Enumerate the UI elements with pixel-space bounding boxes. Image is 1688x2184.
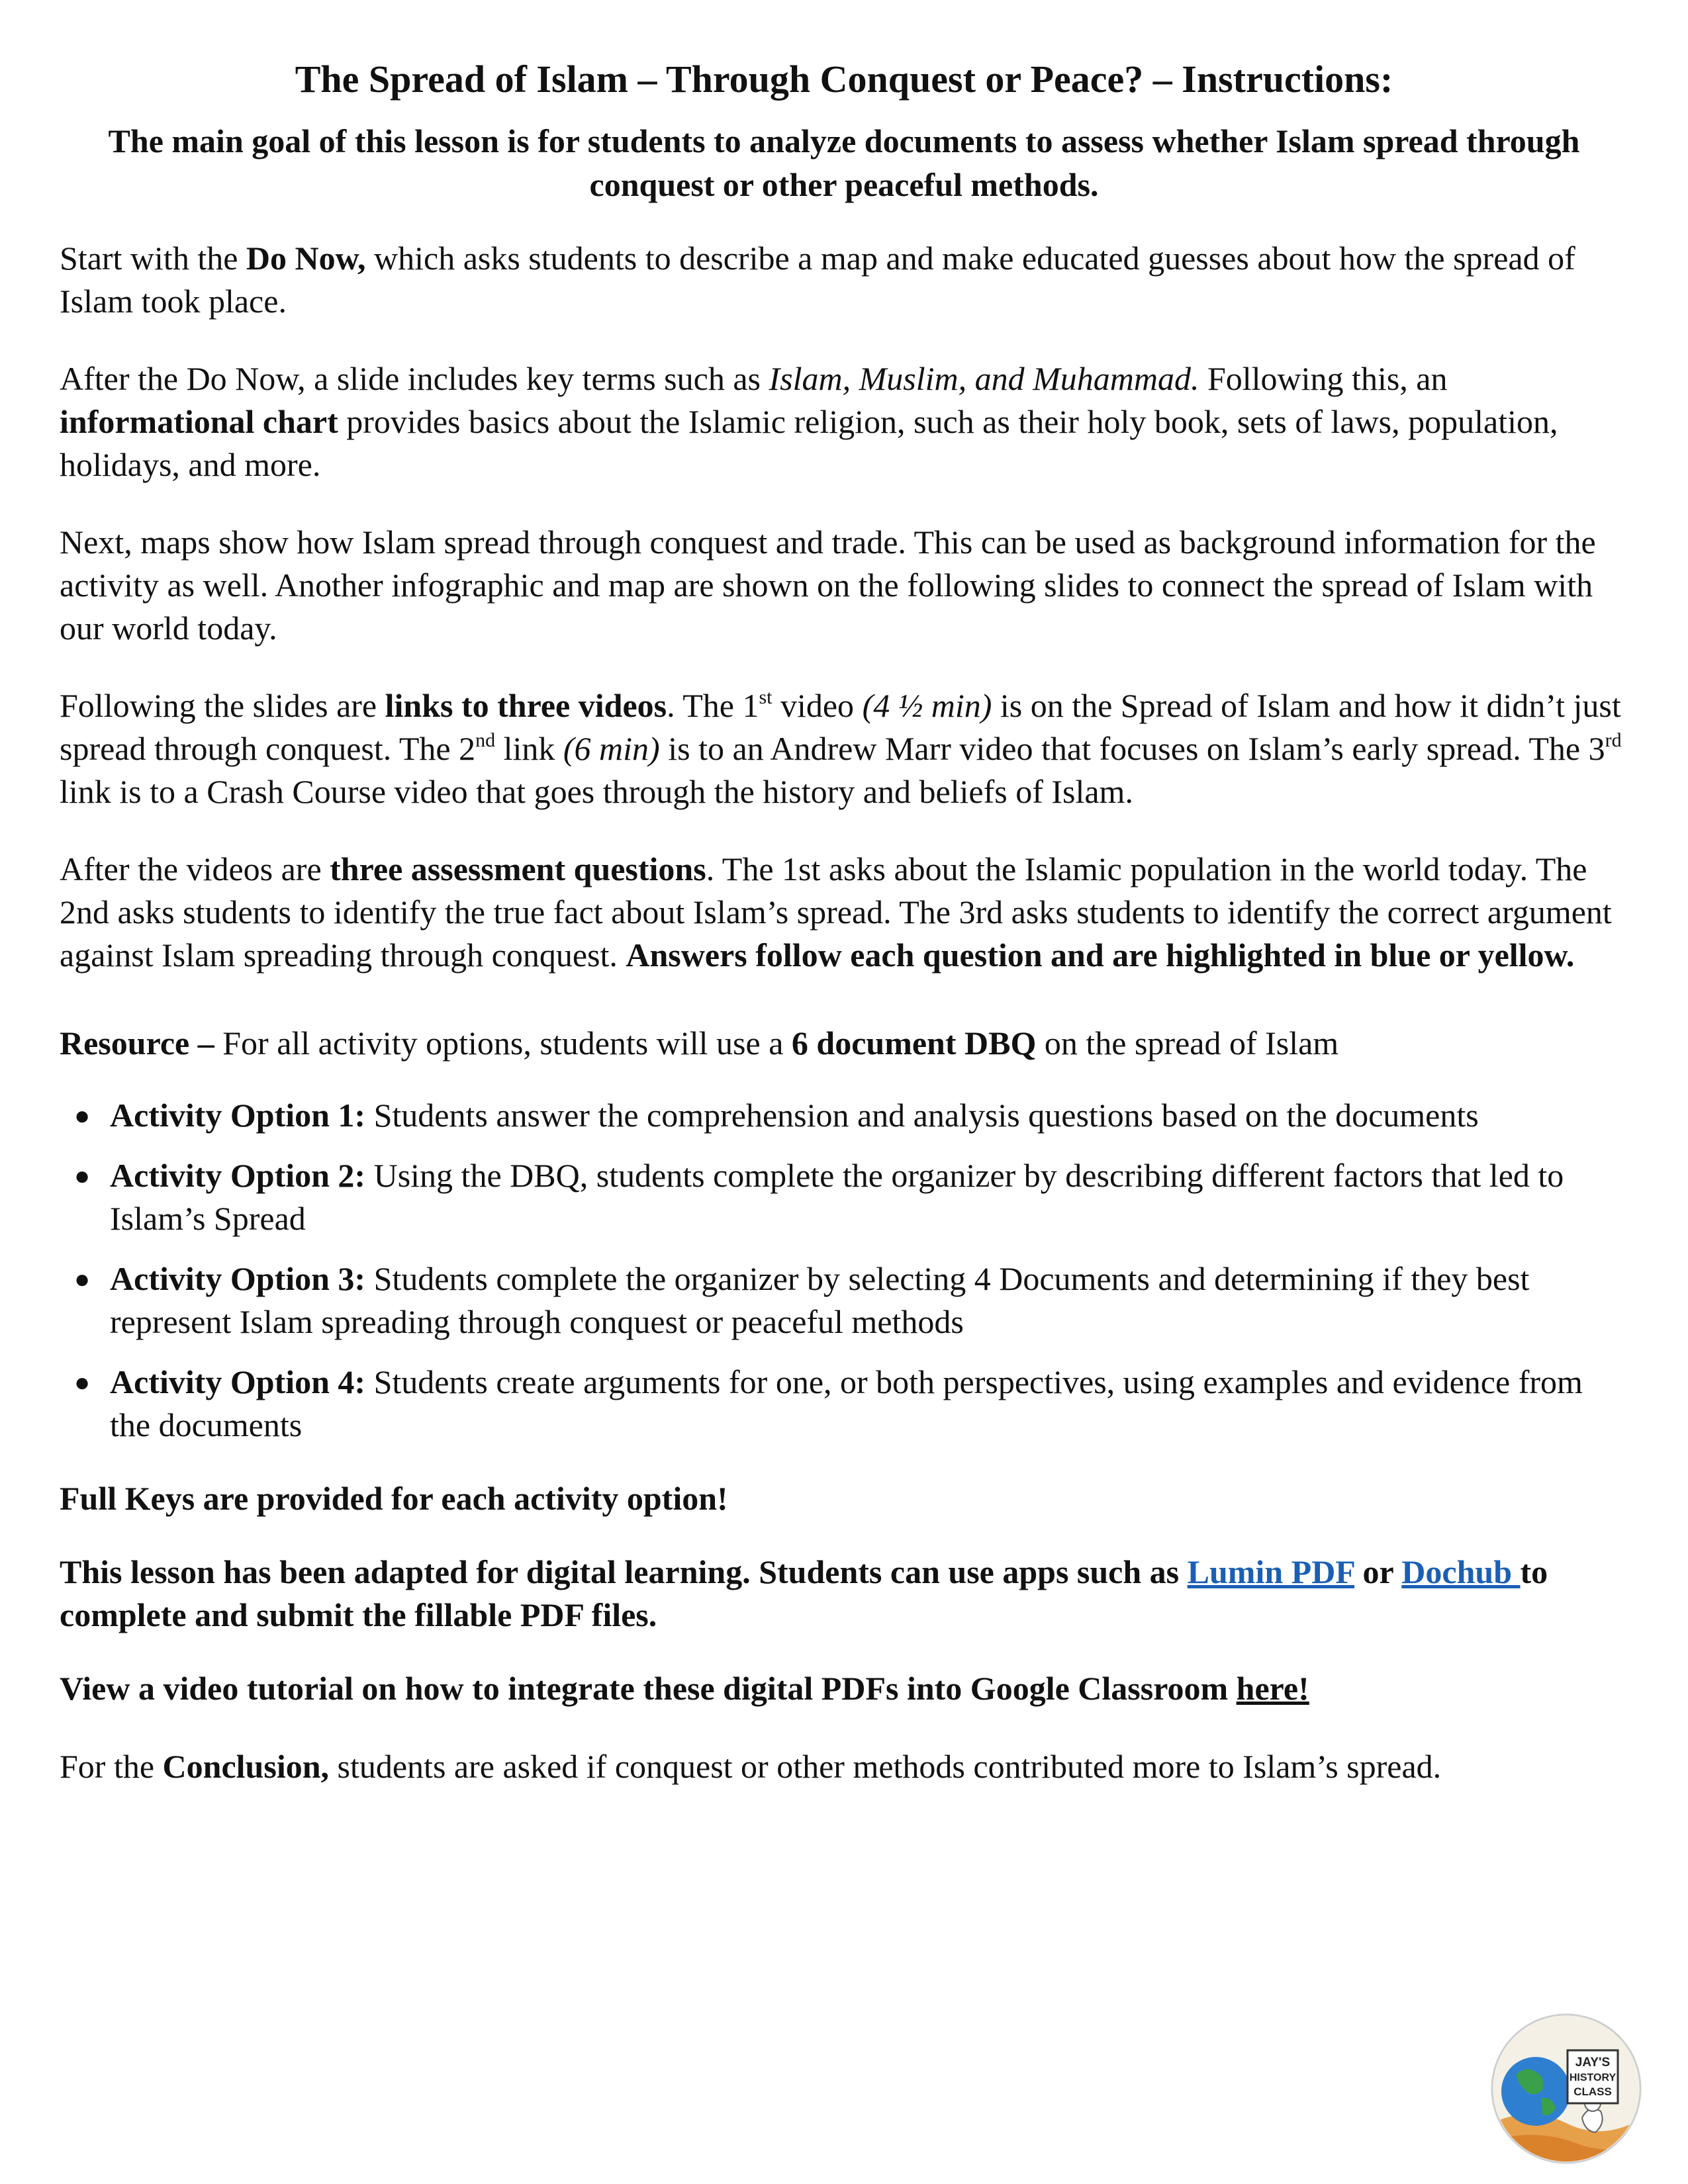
bold-span: [60, 1670, 1309, 1707]
maps-paragraph: Next, maps show how Islam spread through conquest and trade. This can be used as background information for the activity as well. Another infographic and map are shown on the following slides to connect the spread of Islam with our world today.: [60, 523, 1596, 647]
bold-span: informational chart: [60, 403, 338, 440]
bold-span: Do Now,: [246, 240, 366, 277]
text-span: is on the Spread of Islam and how it didn’t just spread through conquest. The 2: [60, 687, 1621, 767]
bullet-icon: ●: [74, 1264, 91, 1294]
tutorial-paragraph: [60, 1667, 1628, 1710]
text-span: which asks students to describe a map and make educated guesses about how the spread of Islam took place.: [60, 240, 1575, 320]
option-label: Activity Option 4:: [110, 1363, 366, 1400]
option-text: Students create arguments for one, or both perspectives, using examples and evidence from the documents: [110, 1363, 1583, 1443]
videos-paragraph: [60, 684, 1628, 813]
text-span: For the: [60, 1748, 163, 1785]
bold-span: Answers follow each question and are highlighted in blue or yellow.: [626, 936, 1575, 974]
text-span: . The 1: [667, 687, 759, 724]
resource-paragraph: [60, 1022, 1628, 1065]
text-span: to complete and submit the fillable PDF files.: [60, 1553, 1548, 1633]
logo-text: JAY'S: [1575, 2056, 1611, 2070]
list-item: [60, 1154, 1628, 1240]
page-title: The Spread of Islam – Through Conquest or Peace? – Instructions:: [295, 58, 1393, 101]
bold-span: Full Keys are provided for each activity option!: [60, 1480, 728, 1517]
text-span: students are asked if conquest or other methods contributed more to Islam’s spread.: [329, 1748, 1442, 1785]
logo-text: HISTORY: [1569, 2072, 1617, 2083]
option-text: Using the DBQ, students complete the organizer by describing different factors that led to Islam’s Spread: [110, 1157, 1564, 1237]
list-item: [60, 1257, 1628, 1343]
text-span: View a video tutorial on how to integrate these digital PDFs into Google Classroom: [60, 1670, 1237, 1707]
text-span: or: [1354, 1553, 1402, 1590]
text-span: provides basics about the Islamic religion, such as their holy book, sets of laws, population, holidays, and more.: [60, 403, 1558, 483]
bold-span: three assessment questions: [330, 850, 706, 887]
superscript: nd: [475, 729, 496, 751]
text-span: link is to a Crash Course video that goes through the history and beliefs of Islam.: [60, 773, 1133, 810]
option-label: Activity Option 1:: [110, 1097, 366, 1134]
bold-span: Conclusion,: [162, 1748, 330, 1785]
key-terms-paragraph: [60, 357, 1628, 486]
activity-options-list: [60, 1094, 1628, 1447]
logo-text: CLASS: [1573, 2085, 1612, 2098]
bullet-icon: ●: [74, 1367, 91, 1397]
tutorial-link[interactable]: here!: [1236, 1670, 1309, 1707]
text-span: After the Do Now, a slide includes key terms such as: [60, 360, 769, 397]
dochub-link[interactable]: Dochub: [1401, 1553, 1521, 1590]
bullet-icon: ●: [74, 1101, 91, 1130]
text-span: Following the slides are: [60, 687, 385, 724]
text-span: link: [495, 730, 563, 767]
text-span: Following this, an: [1199, 360, 1448, 397]
list-item: [60, 1094, 1628, 1137]
conclusion-paragraph: [60, 1741, 1628, 1792]
option-label: Activity Option 3:: [110, 1260, 366, 1297]
text-span: is to an Andrew Marr video that focuses on Islam’s early spread. The 3: [659, 730, 1605, 767]
bold-span: 6 document DBQ: [791, 1024, 1037, 1062]
text-span: After the videos are: [60, 850, 330, 887]
digital-paragraph: [60, 1551, 1628, 1637]
text-span: on the spread of Islam: [1036, 1024, 1339, 1062]
option-text: Students answer the comprehension and analysis questions based on the documents: [365, 1097, 1479, 1134]
keys-paragraph: [60, 1477, 1628, 1520]
bold-span: [60, 1553, 1548, 1633]
option-text: Students complete the organizer by selecting 4 Documents and determining if they best represent Islam spreading through conquest or peaceful methods: [110, 1260, 1530, 1340]
jays-history-class-logo: [1489, 2012, 1643, 2165]
italic-span: (6 min): [563, 730, 660, 767]
superscript: rd: [1605, 729, 1622, 751]
assessment-paragraph: [60, 848, 1628, 977]
italic-span: Islam, Muslim, and Muhammad.: [769, 360, 1199, 397]
list-item: [60, 1361, 1628, 1447]
bold-span: links to three videos: [385, 687, 667, 724]
text-span: For all activity options, students will use a: [222, 1024, 792, 1062]
lesson-goal: The main goal of this lesson is for students to analyze documents to assess whether Islam spread through conquest or other peaceful methods.: [108, 122, 1580, 203]
document-page: [60, 54, 1628, 1792]
text-span: This lesson has been adapted for digital learning. Students can use apps such as: [60, 1553, 1188, 1590]
lumin-pdf-link[interactable]: Lumin PDF: [1187, 1553, 1354, 1590]
bullet-icon: ●: [74, 1161, 91, 1191]
text-span: Start with the: [60, 240, 246, 277]
text-span: video: [772, 687, 863, 724]
italic-span: (4 ½ min): [862, 687, 992, 724]
superscript: st: [759, 686, 773, 708]
do-now-paragraph: [60, 237, 1628, 323]
text-span: . The 1st asks about the Islamic population in the world today. The 2nd asks students to identify the true fact about Islam’s spread. The 3rd asks students to identify the correct argument against Islam spreading through conquest.: [60, 850, 1612, 974]
bold-span: Resource –: [60, 1024, 223, 1062]
option-label: Activity Option 2:: [110, 1157, 366, 1194]
